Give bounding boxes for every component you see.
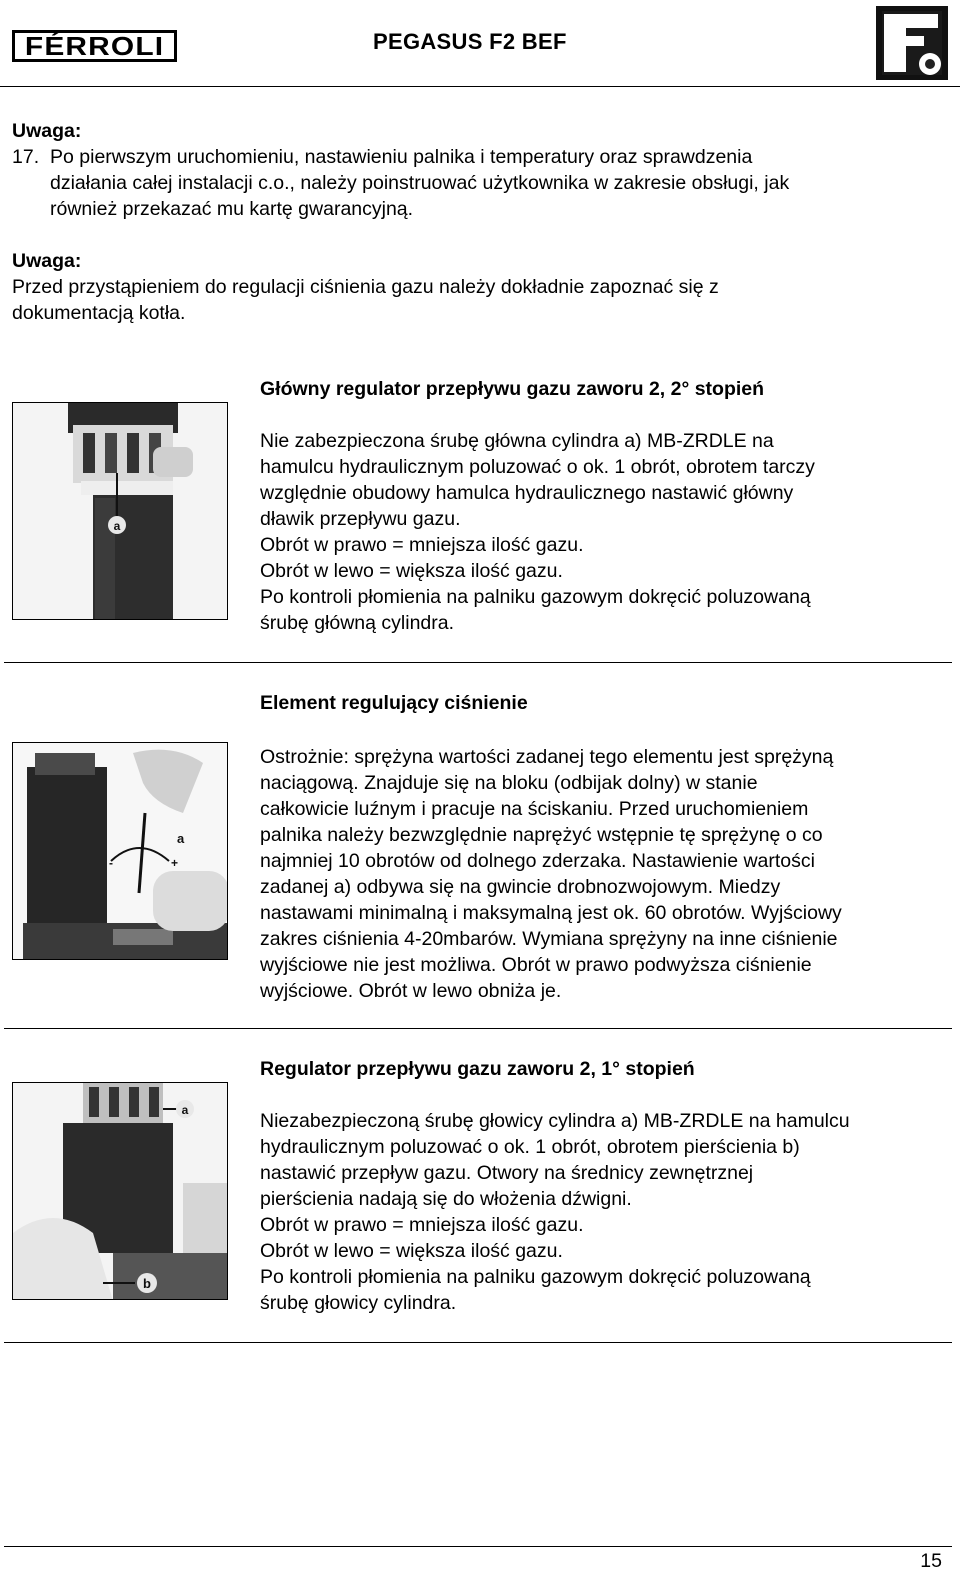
numbered-note-17 <box>12 144 912 222</box>
page-number: 15 <box>920 1550 942 1572</box>
note-line: Po pierwszym uruchomieniu, nastawieniu palnika i temperatury oraz sprawdzenia <box>50 146 753 168</box>
list-number: 17. <box>12 146 40 168</box>
section-divider <box>4 1028 952 1029</box>
body-line: Obrót w prawo = mniejsza ilość gazu. <box>260 534 584 556</box>
logo-text: FÉRROLI <box>24 31 165 61</box>
photo-callout-b: b <box>143 1276 151 1291</box>
section-body-main-regulator <box>260 428 960 636</box>
body-line: dławik przepływu gazu. <box>260 508 461 530</box>
body-line: zakres ciśnienia 4-20mbarów. Wymiana sprężyny na inne ciśnienie <box>260 928 838 950</box>
body-line: Niezabezpieczoną śrubę głowicy cylindra a) MB-ZRDLE na hamulcu <box>260 1110 850 1132</box>
note-line: działania całej instalacji c.o., należy poinstruować użytkownika w zakresie obsługi, jak <box>50 172 790 194</box>
ferroli-logo <box>12 30 177 62</box>
section-title-main-regulator: Główny regulator przepływu gazu zaworu 2, 2° stopień <box>260 378 765 400</box>
body-line: naciągową. Znajduje się na bloku (odbijak dolny) w stanie <box>260 772 758 794</box>
body-line: Obrót w lewo = większa ilość gazu. <box>260 560 563 582</box>
body-line: nastawami minimalną i maksymalną jest ok. 60 obrotów. Wyjściowy <box>260 902 842 924</box>
photo-callout-a: a <box>181 1103 189 1117</box>
body-line: zadanej a) odbywa się na gwincie drobnozwojowym. Miedzy <box>260 876 781 898</box>
section-title-flow-regulator: Regulator przepływu gazu zaworu 2, 1° stopień <box>260 1058 695 1080</box>
body-line: hamulcu hydraulicznym poluzować o ok. 1 obrót, obrotem tarczy <box>260 456 815 478</box>
body-line: Po kontroli płomienia na palniku gazowym dokręcić poluzowaną <box>260 586 811 608</box>
body-line: hydraulicznym poluzować o ok. 1 obrót, obrotem pierścienia b) <box>260 1136 800 1158</box>
photo-main-regulator <box>12 402 228 620</box>
section-title-pressure-element: Element regulujący ciśnienie <box>260 692 528 714</box>
body-line: śrubę główną cylindra. <box>260 612 455 634</box>
note-label-1: Uwaga: <box>12 120 82 142</box>
document-title: PEGASUS F2 BEF <box>373 29 567 54</box>
section-body-flow-regulator <box>260 1108 960 1316</box>
note-line: Przed przystąpieniem do regulacji ciśnienia gazu należy dokładnie zapoznać się z <box>12 276 719 298</box>
regulator-illustration <box>13 403 228 620</box>
photo-pressure-element <box>12 742 228 960</box>
body-line: wyjściowe. Obrót w lewo obniża je. <box>260 980 562 1002</box>
section-divider <box>4 1342 952 1343</box>
body-line: Ostrożnie: sprężyna wartości zadanej tego elementu jest sprężyną <box>260 746 834 768</box>
body-line: wyjściowe nie jest możliwa. Obrót w prawo podwyższa ciśnienie <box>260 954 812 976</box>
ferroli-f-emblem <box>876 6 948 80</box>
photo-plus-sign: + <box>171 856 179 870</box>
photo-callout-a: a <box>177 831 185 846</box>
body-line: całkowicie luźnym i pracuje na ściskaniu. Przed uruchomieniem <box>260 798 809 820</box>
body-line: pierścienia nadają się do włożenia dźwigni. <box>260 1188 632 1210</box>
photo-minus-sign: - <box>109 856 113 870</box>
photo-callout-a: a <box>113 519 121 533</box>
body-line: Po kontroli płomienia na palniku gazowym dokręcić poluzowaną <box>260 1266 811 1288</box>
body-line: palnika należy bezwzględnie naprężyć wstępnie tę sprężynę o co <box>260 824 823 846</box>
section-body-pressure-element <box>260 744 960 1004</box>
footer-divider <box>4 1546 952 1547</box>
note-label-2: Uwaga: <box>12 250 82 272</box>
body-line: Nie zabezpieczona śrubę główna cylindra a) MB-ZRDLE na <box>260 430 774 452</box>
body-line: nastawić przepływ gazu. Otwory na średnicy zewnętrznej <box>260 1162 754 1184</box>
note-line: dokumentacją kotła. <box>12 302 186 324</box>
section-divider <box>4 662 952 663</box>
photo-flow-regulator <box>12 1082 228 1300</box>
page-header <box>0 0 960 90</box>
note-line: również przekazać mu kartę gwarancyjną. <box>50 198 414 220</box>
header-divider <box>0 86 960 87</box>
body-line: Obrót w prawo = mniejsza ilość gazu. <box>260 1214 584 1236</box>
body-line: najmniej 10 obrotów od dolnego zderzaka. Nastawienie wartości <box>260 850 815 872</box>
pressure-element-illustration <box>13 743 228 960</box>
body-line: względnie obudowy hamulca hydraulicznego nastawić główny <box>260 482 794 504</box>
body-line: Obrót w lewo = większa ilość gazu. <box>260 1240 563 1262</box>
flow-regulator-illustration <box>13 1083 228 1300</box>
body-line: śrubę głowicy cylindra. <box>260 1292 457 1314</box>
